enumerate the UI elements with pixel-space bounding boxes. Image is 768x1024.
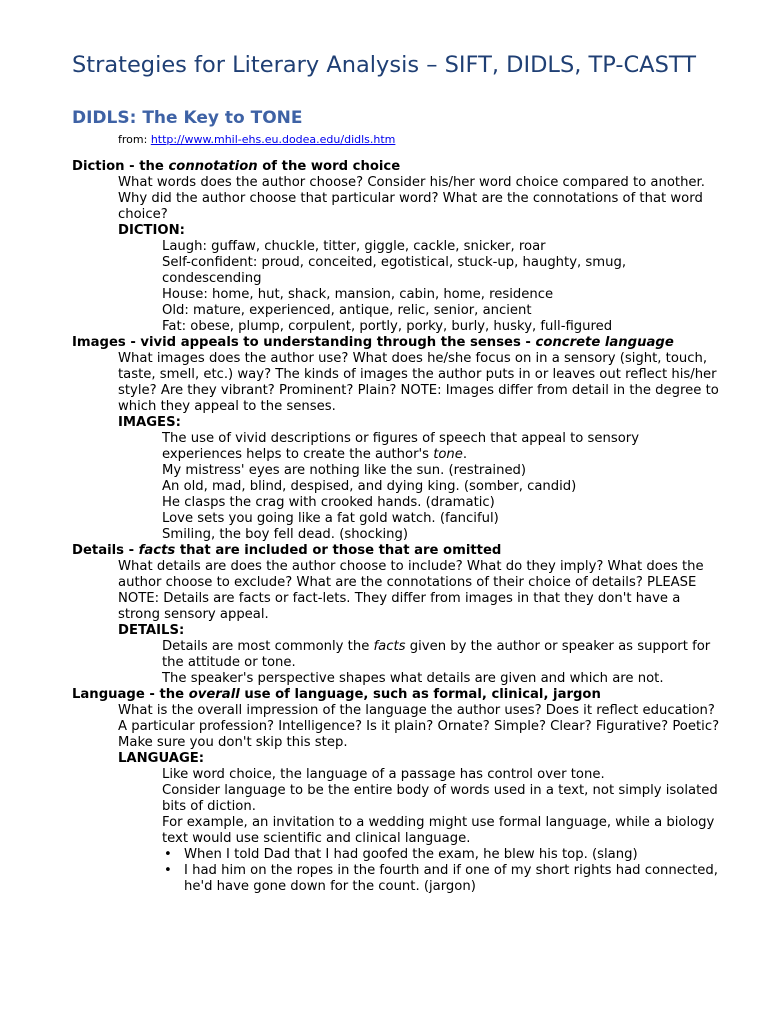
details-item: The speaker's perspective shapes what details are given and which are not. [162,671,664,686]
details-examples [162,639,722,687]
language-bullet-text: When I told Dad that I had goofed the exam, he blew his top. (slang) [184,847,638,862]
language-bullets [162,847,722,895]
language-heading-post: use of language, such as formal, clinical, jargon [239,687,601,702]
diction-example: Fat: obese, plump, corpulent, portly, porky, burly, husky, full-figured [162,319,613,334]
images-description: What images does the author use? What does he/she focus on in a sensory (sight, touch, taste, smell, etc.) way? The kinds of images the author puts in or leaves out reflect his/her style? Are they vibrant? Prominent? Plain? NOTE: Images differ from detail in the degree to which they appeal to the senses. [118,351,719,414]
images-intro-pre: The use of vivid descriptions or figures of speech that appeal to sensory experiences helps to create the author's [162,431,640,462]
details-item1-post: given by the author or speaker as support for the attitude or tone. [162,639,711,670]
document-title: Strategies for Literary Analysis – SIFT, DIDLS, TP-CASTT [72,52,696,78]
source-line [118,133,395,146]
diction-label: DICTION: [118,223,185,238]
language-example: Consider language to be the entire body of words used in a text, not simply isolated bits of diction. [162,783,718,814]
language-example: For example, an invitation to a wedding might use formal language, while a biology text would use scientific and clinical language. [162,815,715,846]
diction-example: Laugh: guffaw, chuckle, titter, giggle, cackle, snicker, roar [162,239,546,254]
images-example: My mistress' eyes are nothing like the sun. (restrained) [162,463,527,478]
bullet-dot-icon: • [164,863,172,878]
images-example: Love sets you going like a fat gold watch. (fanciful) [162,511,499,526]
diction-heading-pre: Diction - the [72,159,169,174]
language-bullet-item [162,863,722,895]
source-link[interactable]: http://www.mhil-ehs.eu.dodea.edu/didls.htm [150,133,396,146]
images-example: He clasps the crag with crooked hands. (dramatic) [162,495,495,510]
diction-example: Self-confident: proud, conceited, egotistical, stuck-up, haughty, smug, condescending [162,255,627,286]
document-body [72,159,722,895]
images-heading [72,335,722,351]
language-bullet-item [162,847,722,863]
details-heading-post: that are included or those that are omitted [175,543,502,558]
images-intro [162,431,722,463]
images-intro-em: tone [433,447,463,462]
document-subtitle: DIDLS: The Key to TONE [72,108,303,128]
images-intro-post: . [462,447,468,462]
diction-description: What words does the author choose? Consider his/her word choice compared to another. Why did the author choose that particular word? What are the connotations of that word choice? [118,175,705,222]
images-heading-em: concrete language [535,335,674,350]
diction-heading-post: of the word choice [257,159,401,174]
language-heading [72,687,722,703]
language-heading-pre: Language - the [72,687,189,702]
diction-heading-em: connotation [168,159,258,174]
language-bullet-text: I had him on the ropes in the fourth and if one of my short rights had connected, he'd have gone down for the count. (jargon) [184,863,718,894]
diction-example: Old: mature, experienced, antique, relic, senior, ancient [162,303,532,318]
details-item1-em: facts [373,639,406,654]
diction-heading [72,159,722,175]
details-item1-pre: Details are most commonly the [162,639,374,654]
details-label: DETAILS: [118,623,185,638]
images-examples [162,431,722,543]
images-example: An old, mad, blind, despised, and dying king. (somber, candid) [162,479,577,494]
language-heading-em: overall [188,687,240,702]
diction-examples [162,239,722,335]
details-heading [72,543,722,559]
details-heading-pre: Details - [72,543,139,558]
bullet-dot-icon: • [164,847,172,862]
diction-example: House: home, hut, shack, mansion, cabin, home, residence [162,287,554,302]
language-description: What is the overall impression of the language the author uses? Does it reflect education? A particular profession? Intelligence? Is it plain? Ornate? Simple? Clear? Figurative? Poetic? Make sure you don't skip this step. [118,703,720,750]
source-prefix: from: [118,133,148,146]
images-label: IMAGES: [118,415,181,430]
images-heading-pre: Images - vivid appeals to understanding through the senses - [72,335,536,350]
language-example: Like word choice, the language of a passage has control over tone. [162,767,605,782]
details-description: What details are does the author choose to include? What do they imply? What does the author choose to exclude? What are the connotations of their choice of details? PLEASE NOTE: Details are facts or fact-lets. They differ from images in that they don't have a strong sensory appeal. [118,559,704,622]
images-example: Smiling, the boy fell dead. (shocking) [162,527,409,542]
details-item [162,639,722,671]
details-heading-em: facts [138,543,176,558]
language-examples [162,767,722,847]
language-label: LANGUAGE: [118,751,205,766]
